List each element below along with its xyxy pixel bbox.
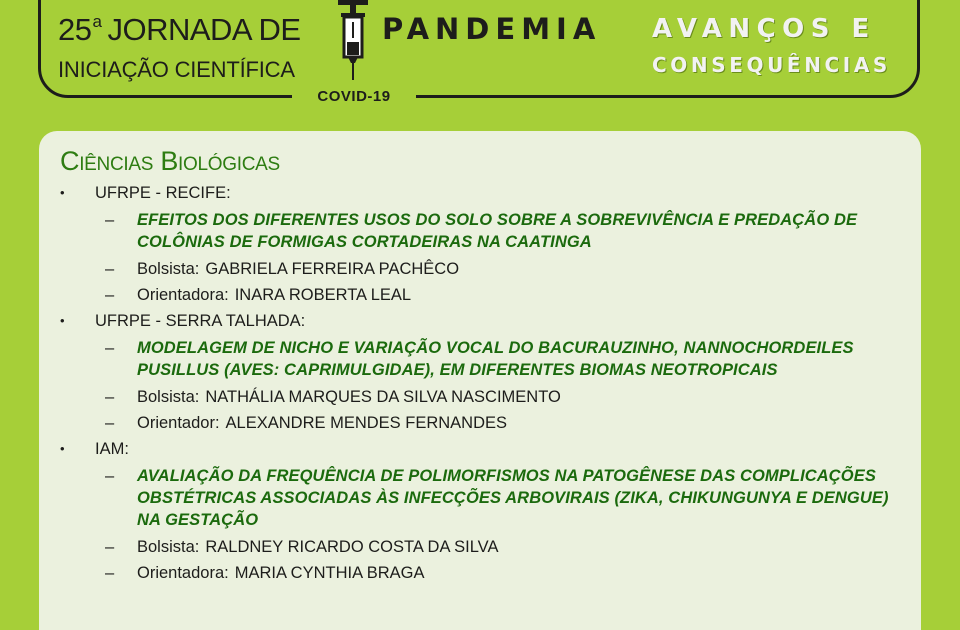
edition-number: 25 (58, 12, 92, 47)
dash-icon: – (105, 339, 115, 357)
dash-icon: – (105, 260, 115, 278)
bullet-icon: • (60, 441, 65, 456)
event-title (58, 12, 301, 48)
event-line2: INICIAÇÃO CIENTÍFICA (58, 57, 295, 82)
event-line1: JORNADA DE (107, 12, 301, 47)
project-title: MODELAGEM DE NICHO E VARIAÇÃO VOCAL DO BACURAUZINHO, NANNOCHORDEILES PUSILLUS (AVES: CAPRIMULGIDAE), EM DIFERENTES BIOMAS NEOTROPICAIS (137, 339, 854, 379)
advisor-row (60, 282, 910, 308)
subtitle-line2: CONSEQUÊNCIAS (652, 53, 891, 77)
covid-tag: COVID-19 (317, 88, 391, 105)
project-title: AVALIAÇÃO DA FREQUÊNCIA DE POLIMORFISMOS NA PATOGÊNESE DAS COMPLICAÇÕES OBSTÉTRICAS ASSOCIADAS ÀS INFECÇÕES ARBOVIRAIS (ZIKA, CHIKUNGUNYA E DENGUE) NA GESTAÇÃO (137, 467, 889, 529)
dash-icon: – (105, 388, 115, 406)
project-title-row (60, 206, 910, 256)
student-name: GABRIELA FERREIRA PACHÊCO (205, 260, 460, 278)
advisor-name: ALEXANDRE MENDES FERNANDES (225, 414, 508, 432)
advisor-name: MARIA CYNTHIA BRAGA (234, 564, 425, 582)
student-row (60, 534, 910, 560)
student-row (60, 384, 910, 410)
theme-title: PANDEMIA (382, 12, 602, 46)
advisor-name: INARA ROBERTA LEAL (234, 286, 412, 304)
list-item (60, 180, 910, 206)
student-name: RALDNEY RICARDO COSTA DA SILVA (205, 538, 499, 556)
student-role: Bolsista: (137, 388, 200, 406)
bullet-icon: • (60, 313, 65, 328)
advisor-role: Orientadora: (137, 286, 229, 304)
student-name: NATHÁLIA MARQUES DA SILVA NASCIMENTO (205, 388, 561, 406)
edition-suffix: a (92, 12, 102, 31)
advisor-row (60, 560, 910, 586)
list-item (60, 308, 910, 334)
institution-label: UFRPE - RECIFE: (95, 184, 231, 202)
dash-icon: – (105, 538, 115, 556)
project-list (60, 180, 910, 586)
list-item (60, 436, 910, 462)
dash-icon: – (105, 286, 115, 304)
student-role: Bolsista: (137, 260, 200, 278)
student-row (60, 256, 910, 282)
project-title-row (60, 462, 910, 534)
dash-icon: – (105, 414, 115, 432)
institution-label: IAM: (95, 440, 129, 458)
project-title-row (60, 334, 910, 384)
dash-icon: – (105, 564, 115, 582)
institution-label: UFRPE - SERRA TALHADA: (95, 312, 306, 330)
syringe-icon (336, 0, 370, 82)
dash-icon: – (105, 467, 115, 485)
advisor-row (60, 410, 910, 436)
advisor-role: Orientadora: (137, 564, 229, 582)
advisor-role: Orientador: (137, 414, 220, 432)
subtitle-line1: AVANÇOS E (652, 14, 876, 44)
section-title: Ciências Biológicas (60, 146, 280, 176)
dash-icon: – (105, 211, 115, 229)
project-title: EFEITOS DOS DIFERENTES USOS DO SOLO SOBRE A SOBREVIVÊNCIA E PREDAÇÃO DE COLÔNIAS DE FORMIGAS CORTADEIRAS NA CAATINGA (137, 211, 858, 251)
bullet-icon: • (60, 185, 65, 200)
student-role: Bolsista: (137, 538, 200, 556)
